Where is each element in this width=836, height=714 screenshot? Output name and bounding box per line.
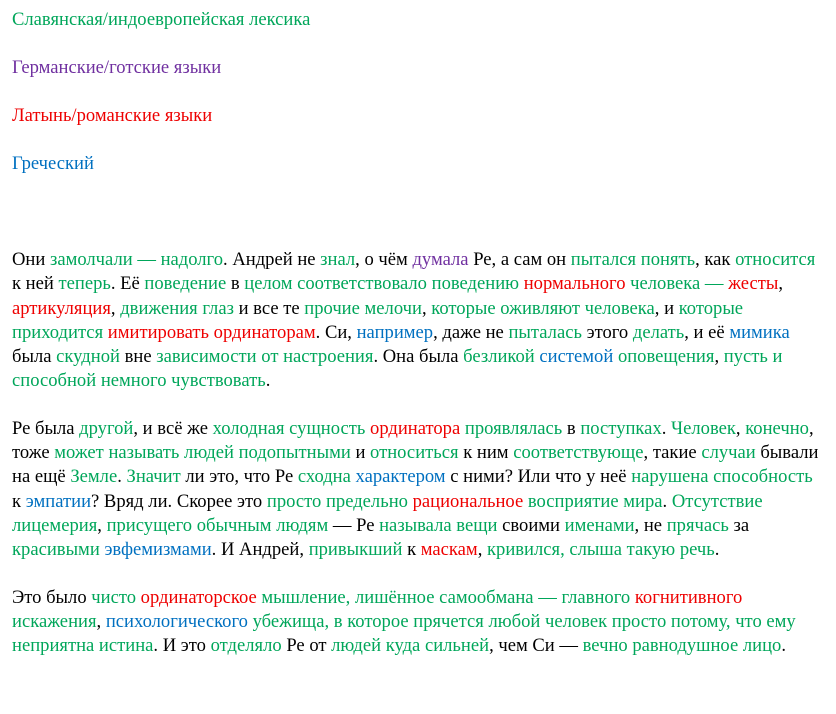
text-segment: присущего обычным людям [106, 514, 329, 536]
text-segment: безликой [463, 346, 535, 368]
text-segment: Земле [70, 466, 118, 488]
text-segment: , не [634, 514, 667, 536]
text-segment: когнитивного [634, 586, 743, 608]
text-segment: нормального [523, 273, 626, 295]
text-segment: , и всё же [133, 417, 213, 439]
text-segment: вечно равнодушное лицо [582, 635, 782, 657]
text-segment: , и её [684, 321, 730, 343]
text-segment: с ними? Или что у неё [445, 466, 632, 488]
text-segment: скудной [56, 346, 120, 368]
text-segment: , даже не [433, 321, 509, 343]
text-segment: . И Андрей, [211, 539, 309, 561]
text-segment: делать [632, 321, 685, 343]
text-segment: соответствующе [513, 442, 644, 464]
text-segment: которые оживляют человека [431, 297, 655, 319]
text-segment: за [728, 514, 750, 536]
text-segment: Ре, а сам он [468, 249, 571, 270]
text-segment: , о чём [355, 249, 413, 270]
text-segment: зависимости от настроения [156, 346, 374, 368]
text-segment: вне [119, 346, 157, 368]
text-segment: которые приходится [12, 297, 744, 343]
text-segment: артикуляция [12, 297, 111, 319]
text-segment: Отсутствие лицемерия [12, 490, 763, 536]
legend-item: Латынь/романские языки [12, 105, 213, 126]
text-segment: Это было [12, 586, 92, 608]
text-segment: . [661, 417, 672, 439]
text-segment: к ней [12, 273, 59, 295]
text-segment: этого [581, 321, 633, 343]
text-segment: проявлялась [464, 417, 563, 439]
text-segment: поступках [580, 417, 662, 439]
legend-item: Германские/готские языки [12, 57, 222, 78]
text-segment: прочие мелочи [304, 297, 422, 319]
text-segment: искажения [12, 610, 97, 632]
text-segment: относиться [370, 442, 459, 464]
text-segment: , [714, 346, 724, 368]
text-segment: ординаторское [140, 586, 257, 608]
text-segment: сходна [297, 466, 351, 488]
text-segment: может называть людей подопытными [54, 442, 351, 464]
story-paragraph [12, 417, 824, 563]
text-segment: восприятие мира [527, 490, 663, 512]
story-paragraph [12, 586, 824, 659]
text-segment: бывали на ещё [12, 442, 819, 488]
text-segment: и все те [233, 297, 305, 319]
text-segment: , [97, 514, 107, 536]
text-segment: в [226, 273, 245, 295]
text-segment: эвфемизмами [104, 539, 212, 561]
text-segment: Ре от [281, 635, 332, 657]
color-legend [12, 8, 824, 176]
text-segment: относится [735, 249, 816, 270]
text-segment: , [110, 297, 121, 319]
text-segment: . Си, [315, 321, 357, 343]
text-segment: Они [12, 249, 50, 270]
text-segment: , [778, 273, 784, 295]
text-segment: , такие [643, 442, 702, 464]
text-segment: . Андрей не [223, 249, 321, 270]
text-segment: , чем Си — [489, 635, 583, 657]
text-segment: другой [79, 417, 134, 439]
text-segment: отделяло [210, 635, 282, 657]
text-segment: привыкший [308, 539, 403, 561]
text-segment: характером [355, 466, 446, 488]
text-segment: пусть и способной немного чувствовать [12, 346, 783, 392]
text-segment: имитировать ординаторам [107, 321, 316, 343]
text-segment: эмпатии [25, 490, 92, 512]
text-segment: к [402, 539, 421, 561]
text-segment: поведение [144, 273, 227, 295]
text-segment: рациональное [412, 490, 524, 512]
text-segment: прячась [666, 514, 729, 536]
text-segment: теперь [58, 273, 111, 295]
text-segment: убежища, в которое прячется любой человек [252, 610, 608, 632]
text-segment: . И это [153, 635, 211, 657]
text-segment: в [562, 417, 581, 439]
text-segment: красивыми [12, 539, 100, 561]
text-segment: , [96, 610, 106, 632]
text-segment: жесты [728, 273, 779, 295]
text-segment: — Ре [328, 514, 380, 536]
text-segment: своими [497, 514, 565, 536]
text-segment: целом соответствовало поведению [244, 273, 520, 295]
text-segment: холодная сущность [212, 417, 366, 439]
text-segment: . [662, 490, 672, 512]
text-segment: к ним [458, 442, 514, 464]
text-segment: замолчали — надолго [49, 249, 224, 270]
text-segment: нарушена способность [631, 466, 813, 488]
text-segment: психологического [105, 610, 248, 632]
text-segment: конечно [745, 417, 809, 439]
text-segment: оповещения [617, 346, 715, 368]
text-segment: , и [654, 297, 679, 319]
text-segment: к [12, 490, 26, 512]
text-segment: например [356, 321, 434, 343]
text-segment: называла вещи [379, 514, 498, 536]
text-segment: . Она была [373, 346, 464, 368]
text-segment: мимика [729, 321, 790, 343]
text-segment: просто потому, что ему неприятна истина [12, 610, 796, 657]
text-segment: , как [695, 249, 736, 270]
text-segment: , [421, 297, 432, 319]
text-segment: . [117, 466, 127, 488]
text-segment: чисто [91, 586, 137, 608]
text-segment: пыталась [508, 321, 582, 343]
text-segment: маскам [420, 539, 478, 561]
text-segment: просто предельно [266, 490, 408, 512]
text-segment: , тоже [12, 417, 814, 464]
text-segment: людей куда сильней [331, 635, 490, 657]
text-segment: и [350, 442, 371, 464]
text-segment: . Её [110, 273, 145, 295]
text-segment: движения глаз [120, 297, 234, 319]
text-segment: . [265, 370, 271, 392]
text-segment: именами [564, 514, 635, 536]
text-segment: Человек [671, 417, 736, 439]
text-segment: кривился, слыша такую речь [486, 539, 715, 561]
text-segment: пытался понять [570, 249, 696, 270]
text-segment: человека — [630, 273, 729, 295]
text-segment: думала [412, 249, 469, 270]
text-segment: Значит [126, 466, 181, 488]
story-paragraph [12, 248, 824, 394]
text-segment: системой [539, 346, 614, 368]
text-segment: ? Вряд ли. Скорее это [91, 490, 267, 512]
text-segment: . [714, 539, 720, 561]
text-segment: была [12, 346, 57, 368]
text-segment: ли это, что Ре [180, 466, 298, 488]
text-segment: , [477, 539, 487, 561]
legend-item: Славянская/индоевропейская лексика [12, 9, 311, 30]
text-segment: Ре была [12, 417, 80, 439]
text-segment: . [781, 635, 786, 657]
legend-item: Греческий [12, 153, 94, 174]
text-segment: ординатора [370, 417, 461, 439]
text-segment: знал [320, 249, 356, 270]
text-segment: , [735, 417, 746, 439]
story-text [12, 248, 824, 658]
text-segment: мышление, лишённое самообмана — главного [261, 586, 631, 608]
text-segment: случаи [701, 442, 756, 464]
